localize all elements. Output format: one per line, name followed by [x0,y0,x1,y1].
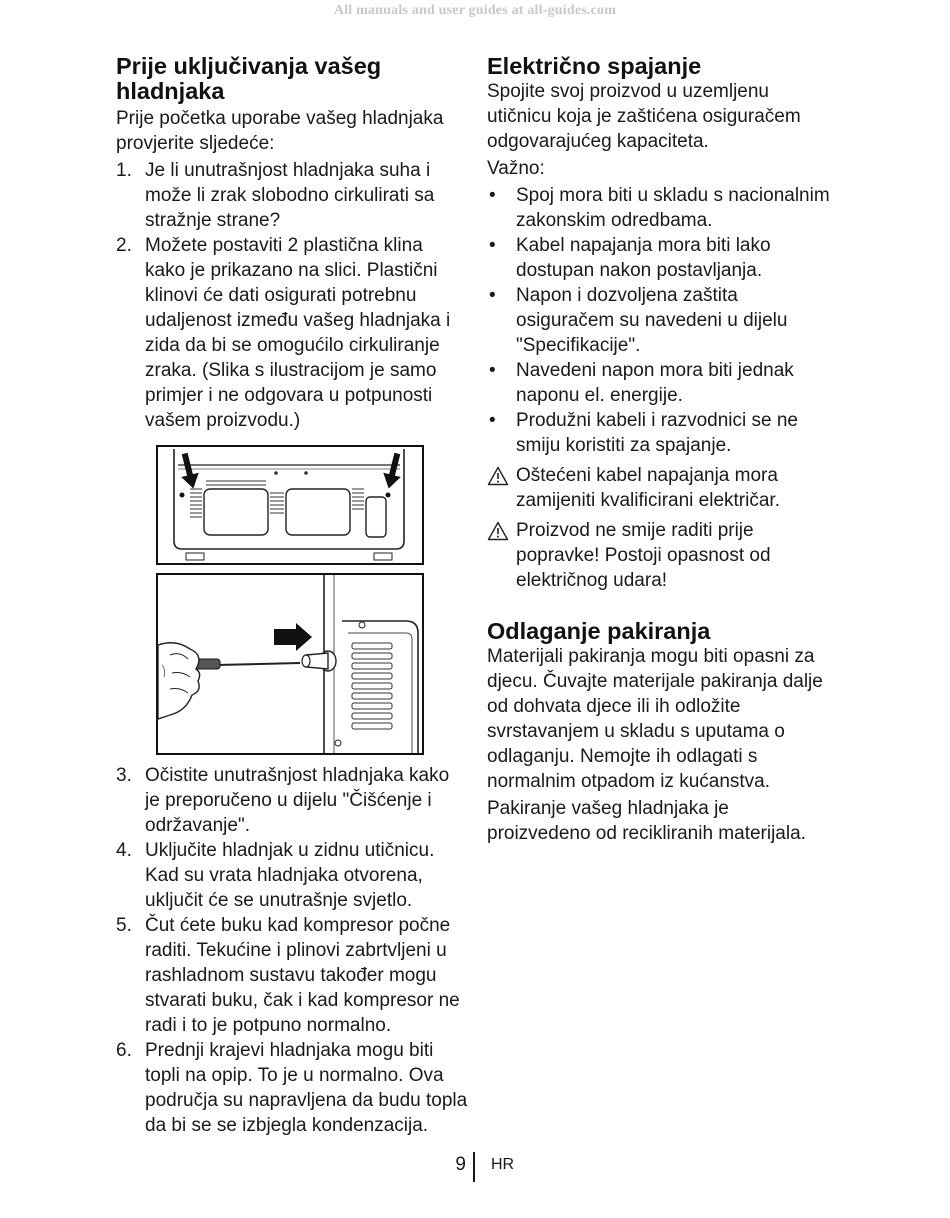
language-code: HR [491,1156,515,1173]
step-number: 5. [116,915,132,936]
list-item [487,283,837,358]
list-item [487,358,837,408]
page-footer [0,1152,950,1184]
section-heading-packaging: Odlaganje pakiranja [487,618,711,644]
bullet-text: Kabel napajanja mora biti lako dostupan nakon postavljanja. [516,235,771,281]
important-label: Važno: [487,158,545,179]
step-text: Je li unutrašnjost hladnjaka suha i može li zrak slobodno cirkulirati sa stražnje strane? [145,160,435,231]
step-number: 3. [116,765,132,786]
warning-triangle-icon [487,466,509,486]
step-number: 2. [116,235,132,256]
step-text: Očistite unutrašnjost hladnjaka kako je preporučeno u dijelu "Čišćenje i održavanje". [145,765,450,836]
packaging-paragraph: Materijali pakiranja mogu biti opasni za djecu. Čuvajte materijale pakiranja dalje od dohvata djece ili ih odložite svrstavanjem u skladu s uputama o odlaganju. Nemojte ih odlagati s normalnim otpadom iz kućanstva. [487,646,823,792]
page-number: 9 [455,1154,466,1175]
electrical-paragraph: Spojite svoj proizvod u uzemljenu utičnicu koja je zaštićena osiguračem odgovarajućeg kapaciteta. [487,81,801,152]
bullet-text: Produžni kabeli i razvodnici se ne smiju koristiti za spajanje. [516,410,798,456]
right-column [487,54,837,846]
footer-divider [473,1152,475,1182]
fridge-back-image [156,445,424,565]
bullet: • [489,410,496,431]
list-item [116,233,468,433]
warning-triangle-icon [487,521,509,541]
warning-text: Proizvod ne smije raditi prije popravke! Postoji opasnost od električnog udara! [516,520,771,591]
step-text: Prednji krajevi hladnjaka mogu biti topli na opip. To je u normalno. Ova područja su napravljena da budu topla da bi se se izbjegla kondenzacija. [145,1040,468,1136]
step-text: Uključite hladnjak u zidnu utičnicu. Kad su vrata hladnjaka otvorena, uključit će se unutrašnje svjetlo. [145,840,435,911]
fridge-side-image [156,573,424,755]
bullet: • [489,185,496,206]
list-item [487,183,837,233]
wedge-illustration [156,445,424,755]
step-number: 1. [116,160,132,181]
warning-text: Oštećeni kabel napajanja mora zamijeniti kvalificirani električar. [516,465,780,511]
list-item [487,408,837,458]
step-number: 4. [116,840,132,861]
packaging-recycled-paragraph: Pakiranje vašeg hladnjaka je proizvedeno od recikliranih materijala. [487,798,806,844]
left-column [116,54,468,1138]
steps-list-a [116,158,468,433]
list-item [116,158,468,233]
warning-cable [487,463,837,513]
bullet-text: Napon i dozvoljena zaštita osiguračem su navedeni u dijelu "Specifikacije". [516,285,788,356]
bullet-text: Spoj mora biti u skladu s nacionalnim zakonskim odredbama. [516,185,830,231]
watermark: All manuals and user guides at all-guides.com [333,3,617,18]
step-number: 6. [116,1040,132,1061]
bullet: • [489,235,496,256]
step-text: Možete postaviti 2 plastična klina kako je prikazano na slici. Plastični klinovi će dati osigurati potrebnu udaljenost između vašeg hladnjaka i zida da bi se omogućilo cirkuliranje zraka. (Slika s ilustracijom je samo primjer i ne odgovara u potpunosti vašem proizvodu.) [145,235,451,431]
list-item [487,233,837,283]
section-heading-before-use: Prije uključivanja vašeg hladnjaka [116,53,382,104]
intro-paragraph: Prije početka uporabe vašeg hladnjaka provjerite sljedeće: [116,108,444,154]
steps-list-b [116,763,468,1138]
step-text: Čut ćete buku kad kompresor počne raditi. Tekućine i plinovi zabrtvljeni u rashladnom sustavu također mogu stvarati buku, čak i kad kompresor ne radi i to je potpuno normalno. [145,915,460,1036]
requirements-list [487,183,837,458]
bullet-text: Navedeni napon mora biti jednak naponu el. energije. [516,360,794,406]
list-item [116,763,468,838]
list-item [116,838,468,913]
list-item [116,913,468,1038]
bullet: • [489,285,496,306]
list-item [116,1038,468,1138]
warning-shock [487,518,837,593]
bullet: • [489,360,496,381]
section-heading-electrical: Električno spajanje [487,53,702,79]
